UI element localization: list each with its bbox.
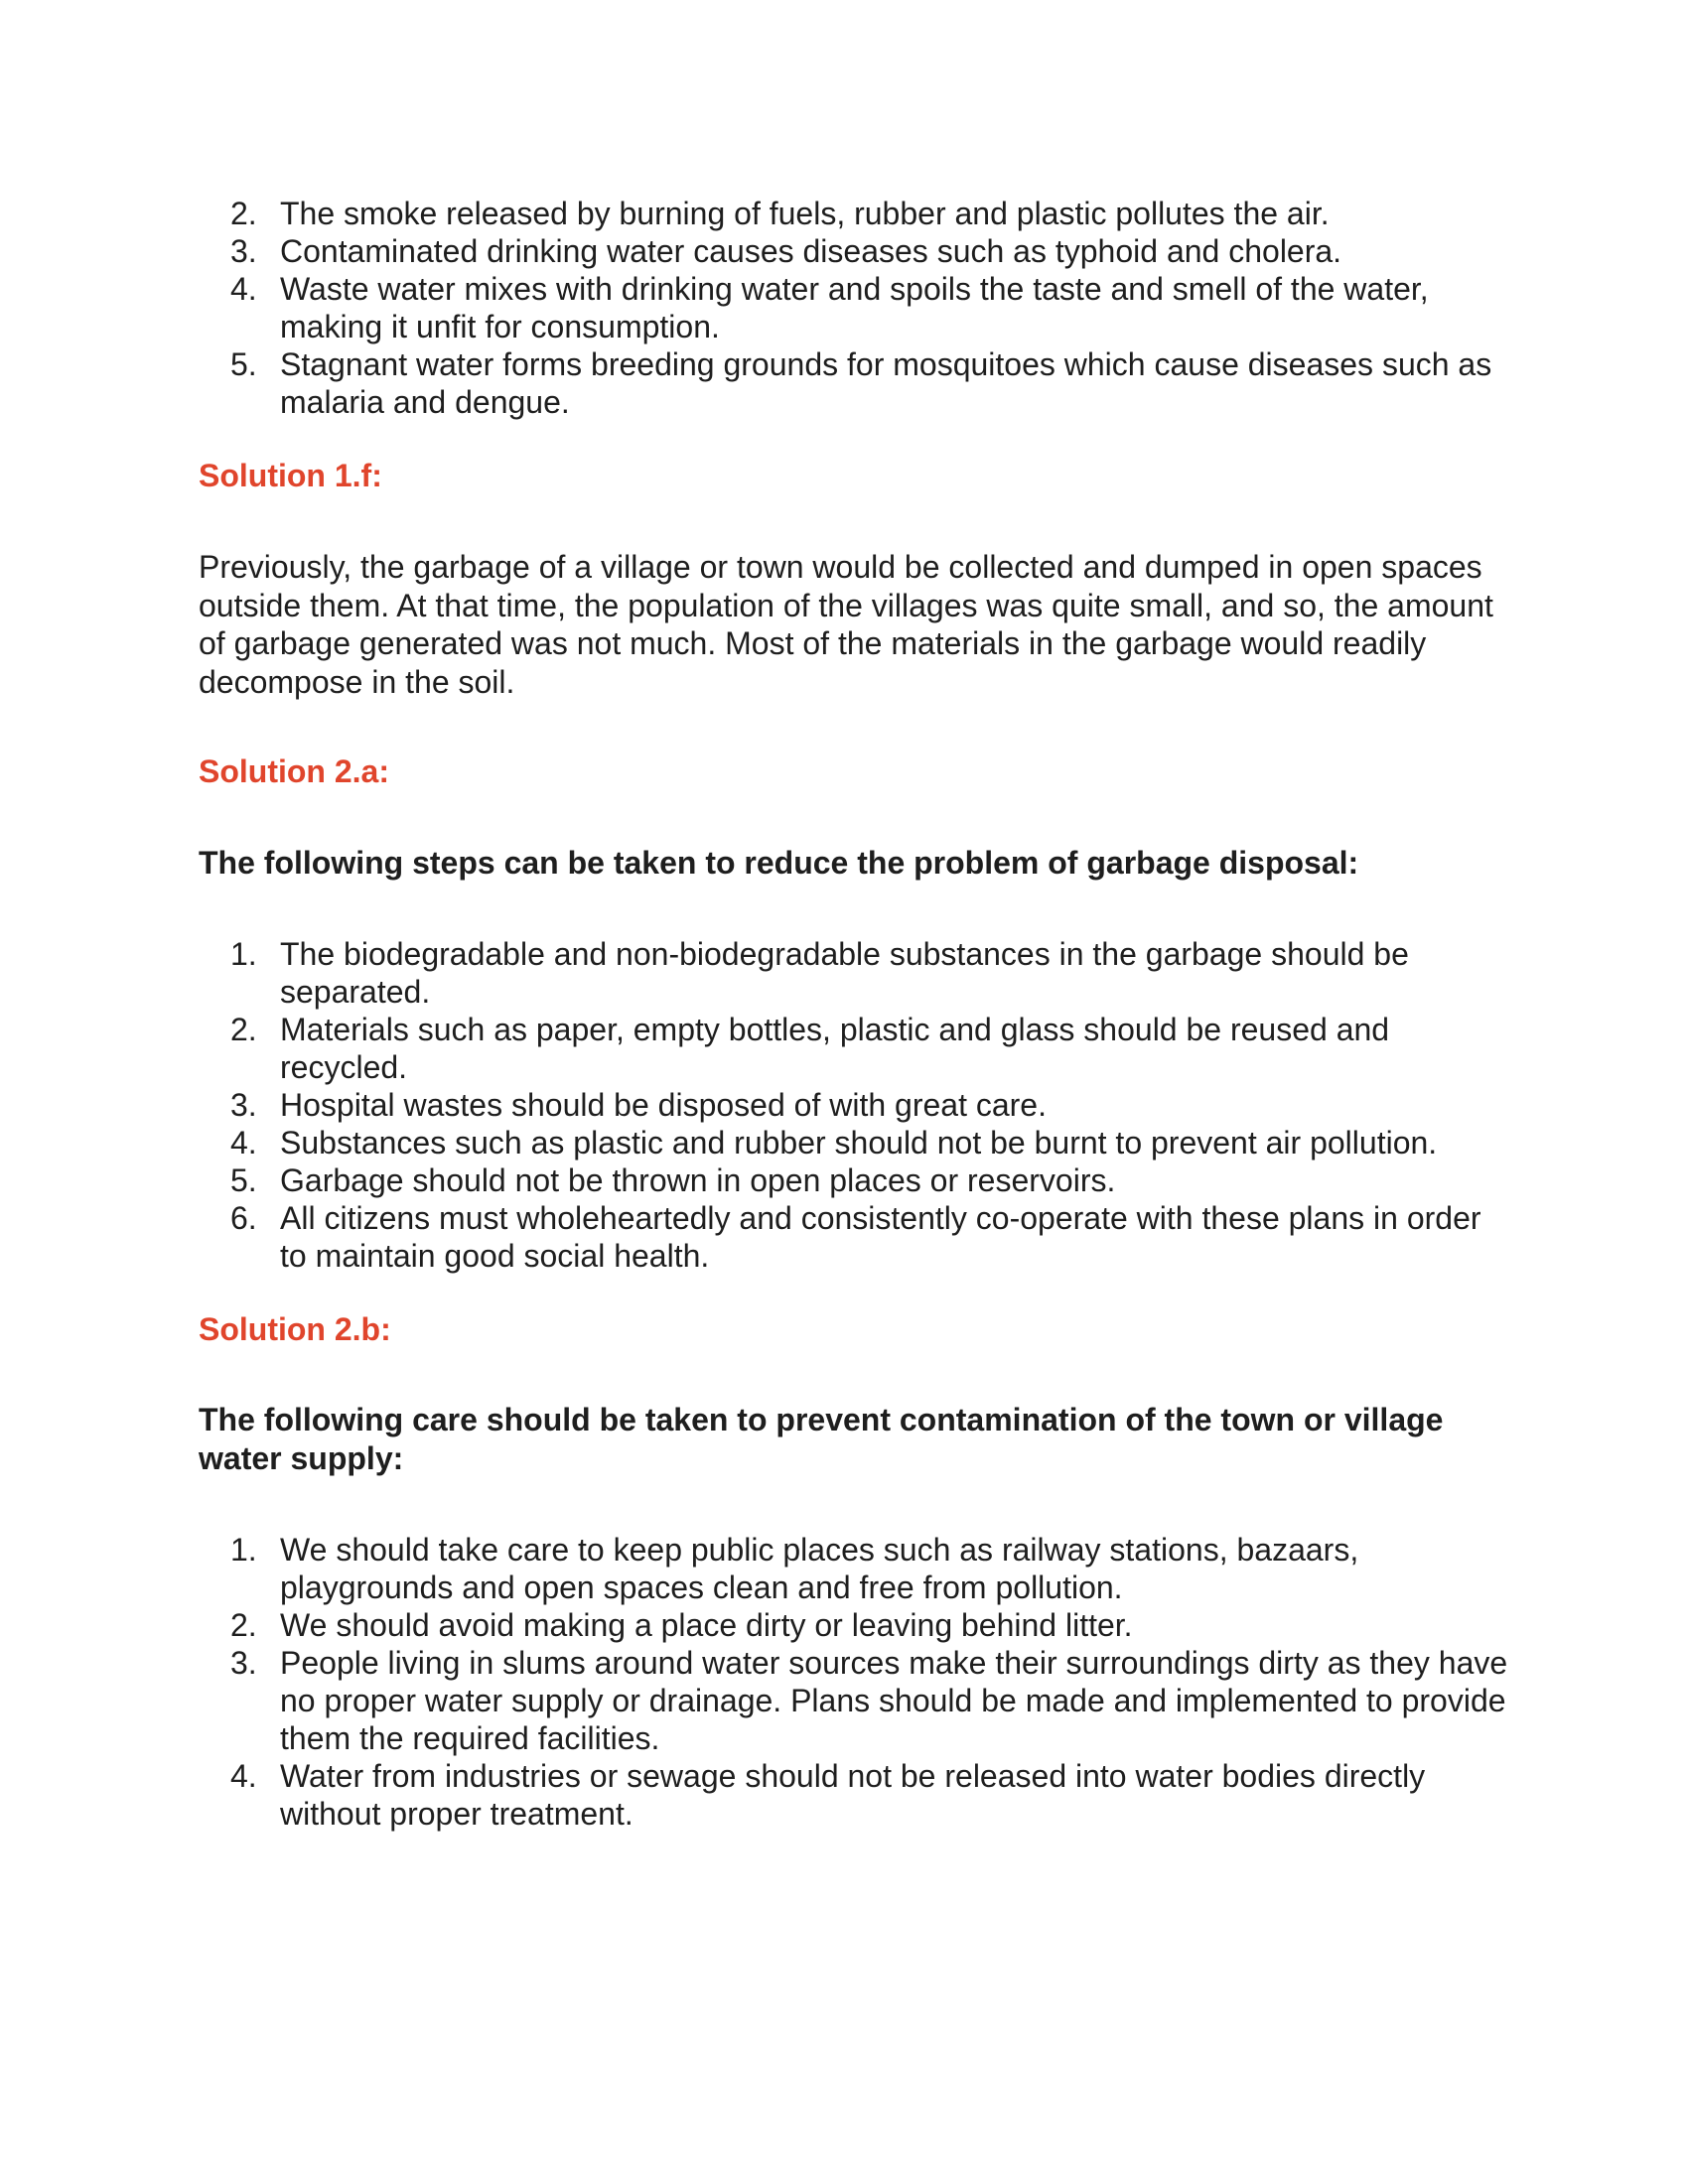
list-item xyxy=(199,1124,1509,1161)
list-item xyxy=(199,935,1509,1011)
document-page xyxy=(199,195,1509,1833)
list-item xyxy=(199,1199,1509,1275)
list-item-text: Water from industries or sewage should not be released into water bodies directly without proper treatment. xyxy=(280,1758,1426,1832)
solution-2a-heading: Solution 2.a: xyxy=(199,753,389,789)
list-item-number: 4. xyxy=(230,271,257,307)
list-item-number: 6. xyxy=(230,1200,257,1236)
list-item-text: All citizens must wholeheartedly and consistently co-operate with these plans in order to maintain good social health. xyxy=(280,1200,1481,1274)
effects-list xyxy=(199,195,1509,421)
list-item-text: The smoke released by burning of fuels, rubber and plastic pollutes the air. xyxy=(280,196,1330,231)
list-item xyxy=(199,195,1509,232)
list-item-text: Stagnant water forms breeding grounds for mosquitoes which cause diseases such as malaria and dengue. xyxy=(280,346,1492,420)
list-item-text: We should avoid making a place dirty or leaving behind litter. xyxy=(280,1607,1133,1643)
list-item-text: Contaminated drinking water causes diseases such as typhoid and cholera. xyxy=(280,233,1342,269)
list-item xyxy=(199,1606,1509,1644)
list-item-number: 5. xyxy=(230,1162,257,1198)
list-item-number: 3. xyxy=(230,1087,257,1123)
list-item-number: 1. xyxy=(230,936,257,972)
list-item-number: 1. xyxy=(230,1532,257,1568)
list-item-text: Waste water mixes with drinking water and spoils the taste and smell of the water, making it unfit for consumption. xyxy=(280,271,1429,344)
list-item-number: 5. xyxy=(230,346,257,382)
list-item xyxy=(199,1086,1509,1124)
list-item xyxy=(199,1644,1509,1757)
list-item xyxy=(199,1531,1509,1606)
list-item-text: Materials such as paper, empty bottles, plastic and glass should be reused and recycled. xyxy=(280,1012,1390,1085)
solution-2a-intro: The following steps can be taken to reduce the problem of garbage disposal: xyxy=(199,845,1359,881)
solution-2b-intro: The following care should be taken to prevent contamination of the town or village water supply: xyxy=(199,1402,1444,1476)
list-item xyxy=(199,1161,1509,1199)
list-item-text: People living in slums around water sources make their surroundings dirty as they have no proper water supply or drainage. Plans should be made and implemented to provide them the required facilities. xyxy=(280,1645,1508,1756)
list-item-text: The biodegradable and non-biodegradable substances in the garbage should be separated. xyxy=(280,936,1409,1010)
list-item xyxy=(199,345,1509,421)
water-care-list xyxy=(199,1531,1509,1833)
list-item-number: 4. xyxy=(230,1125,257,1160)
solution-1f-heading: Solution 1.f: xyxy=(199,458,382,493)
list-item-number: 4. xyxy=(230,1758,257,1794)
solution-1f-paragraph: Previously, the garbage of a village or town would be collected and dumped in open spaces outside them. At that time, the population of the villages was quite small, and so, the amount of garbage generated was not much. Most of the materials in the garbage would readily decompose in the soil. xyxy=(199,549,1493,700)
list-item xyxy=(199,232,1509,270)
solution-2b-heading: Solution 2.b: xyxy=(199,1311,391,1347)
list-item-text: Hospital wastes should be disposed of with great care. xyxy=(280,1087,1047,1123)
list-item-text: Garbage should not be thrown in open places or reservoirs. xyxy=(280,1162,1116,1198)
list-item-number: 3. xyxy=(230,233,257,269)
garbage-steps-list xyxy=(199,935,1509,1275)
list-item xyxy=(199,270,1509,345)
list-item-number: 2. xyxy=(230,196,257,231)
list-item-text: We should take care to keep public places such as railway stations, bazaars, playgrounds and open spaces clean and free from pollution. xyxy=(280,1532,1359,1605)
list-item-text: Substances such as plastic and rubber should not be burnt to prevent air pollution. xyxy=(280,1125,1438,1160)
list-item-number: 2. xyxy=(230,1607,257,1643)
list-item-number: 2. xyxy=(230,1012,257,1047)
list-item xyxy=(199,1757,1509,1833)
list-item-number: 3. xyxy=(230,1645,257,1681)
list-item xyxy=(199,1011,1509,1086)
